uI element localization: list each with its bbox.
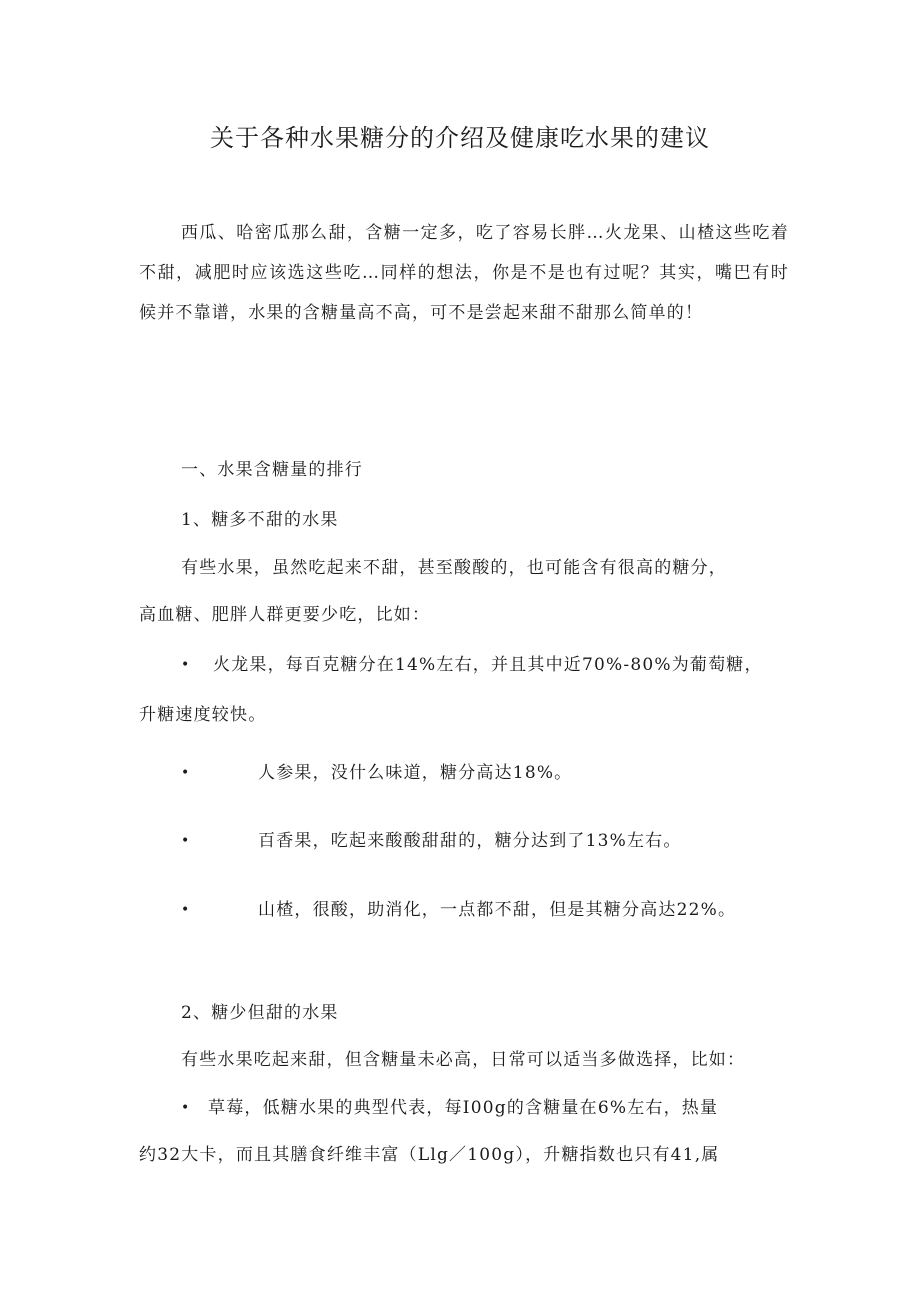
bullet-dot: • (181, 657, 190, 673)
sub2-heading: 2、糖少但甜的水果 (181, 1003, 339, 1023)
bullet3-text: 百香果，吃起来酸酸甜甜的，糖分达到了13%左右。 (258, 831, 682, 851)
sub1-heading: 1、糖多不甜的水果 (181, 510, 339, 530)
sub1-intro-line2: 高血糖、肥胖人群更要少吃，比如： (139, 605, 431, 625)
bullet-dot: • (181, 833, 190, 849)
bullet5-line2: 约32大卡，而且其膳食纤维丰富（Llg／100g），升糖指数也只有41,属 (139, 1145, 720, 1165)
bullet-dot: • (181, 1100, 190, 1116)
sub1-intro-line1: 有些水果，虽然吃起来不甜，甚至酸酸的，也可能含有很高的糖分， (181, 558, 727, 578)
bullet4-text: 山楂，很酸，助消化，一点都不甜，但是其糖分高达22%。 (258, 900, 737, 920)
bullet5-line1: 草莓，低糖水果的典型代表，每I00g的含糖量在6%左右，热量 (208, 1098, 719, 1118)
bullet1-line2: 升糖速度较快。 (139, 705, 267, 725)
bullet2-text: 人参果，没什么味道，糖分高达18%。 (258, 763, 573, 783)
bullet-dot: • (181, 902, 190, 918)
sub2-intro: 有些水果吃起来甜，但含糖量未必高，日常可以适当多做选择，比如： (181, 1050, 746, 1070)
bullet-dot: • (181, 765, 190, 781)
section1-heading: 一、水果含糖量的排行 (181, 460, 363, 480)
intro-paragraph: 西瓜、哈密瓜那么甜，含糖一定多，吃了容易长胖…火龙果、山楂这些吃着不甜，减肥时应该选这些吃…同样的想法，你是不是也有过呢？其实，嘴巴有时候并不靠谱，水果的含糖量高不高，可不是尝起来甜不甜那么简单的！ (139, 223, 789, 323)
bullet1-line1: 火龙果，每百克糖分在14%左右，并且其中近70%-80%为葡萄糖， (213, 655, 763, 675)
document-title: 关于各种水果糖分的介绍及健康吃水果的建议 (210, 124, 710, 152)
